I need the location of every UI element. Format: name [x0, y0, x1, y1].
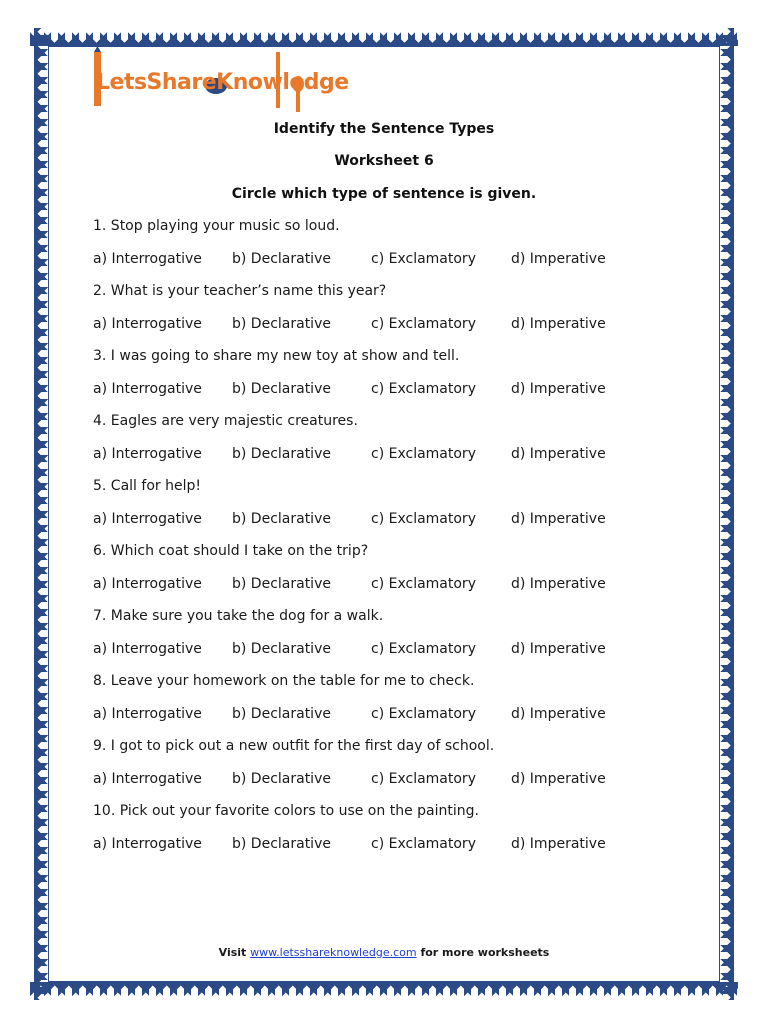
option-declarative[interactable]: b) Declarative: [232, 641, 331, 657]
option-interrogative[interactable]: a) Interrogative: [93, 576, 202, 592]
option-exclamatory[interactable]: c) Exclamatory: [371, 771, 476, 787]
question-item: [93, 673, 693, 738]
option-interrogative[interactable]: a) Interrogative: [93, 511, 202, 527]
answer-options: [93, 706, 693, 726]
option-interrogative[interactable]: a) Interrogative: [93, 641, 202, 657]
option-interrogative[interactable]: a) Interrogative: [93, 836, 202, 852]
option-interrogative[interactable]: a) Interrogative: [93, 316, 202, 332]
question-text: 8. Leave your homework on the table for me to check.: [93, 673, 475, 689]
question-item: [93, 218, 693, 283]
option-declarative[interactable]: b) Declarative: [232, 316, 331, 332]
option-declarative[interactable]: b) Declarative: [232, 446, 331, 462]
question-item: [93, 283, 693, 348]
page-border-top: [30, 28, 738, 46]
option-interrogative[interactable]: a) Interrogative: [93, 251, 202, 267]
answer-options: [93, 511, 693, 531]
answer-options: [93, 771, 693, 791]
footer-link[interactable]: www.letsshareknowledge.com: [250, 946, 417, 959]
question-list: [93, 218, 693, 868]
option-interrogative[interactable]: a) Interrogative: [93, 771, 202, 787]
option-exclamatory[interactable]: c) Exclamatory: [371, 446, 476, 462]
footer-prefix: Visit: [218, 946, 247, 959]
answer-options: [93, 316, 693, 336]
option-imperative[interactable]: d) Imperative: [511, 511, 606, 527]
option-imperative[interactable]: d) Imperative: [511, 576, 606, 592]
option-declarative[interactable]: b) Declarative: [232, 381, 331, 397]
option-declarative[interactable]: b) Declarative: [232, 251, 331, 267]
option-imperative[interactable]: d) Imperative: [511, 316, 606, 332]
option-declarative[interactable]: b) Declarative: [232, 771, 331, 787]
question-item: [93, 413, 693, 478]
question-text: 9. I got to pick out a new outfit for the first day of school.: [93, 738, 495, 754]
option-exclamatory[interactable]: c) Exclamatory: [371, 576, 476, 592]
option-imperative[interactable]: d) Imperative: [511, 836, 606, 852]
option-declarative[interactable]: b) Declarative: [232, 836, 331, 852]
question-text: 7. Make sure you take the dog for a walk.: [93, 608, 384, 624]
question-item: [93, 738, 693, 803]
option-exclamatory[interactable]: c) Exclamatory: [371, 706, 476, 722]
worksheet-instruction: Circle which type of sentence is given.: [231, 186, 537, 202]
option-imperative[interactable]: d) Imperative: [511, 251, 606, 267]
question-text: 1. Stop playing your music so loud.: [93, 218, 340, 234]
option-imperative[interactable]: d) Imperative: [511, 381, 606, 397]
page-border-bottom: [30, 982, 738, 1000]
option-exclamatory[interactable]: c) Exclamatory: [371, 316, 476, 332]
option-interrogative[interactable]: a) Interrogative: [93, 706, 202, 722]
question-text: 2. What is your teacher’s name this year?: [93, 283, 387, 299]
question-text: 6. Which coat should I take on the trip?: [93, 543, 369, 559]
question-item: [93, 348, 693, 413]
option-exclamatory[interactable]: c) Exclamatory: [371, 641, 476, 657]
question-item: [93, 608, 693, 673]
question-text: 10. Pick out your favorite colors to use on the painting.: [93, 803, 479, 819]
answer-options: [93, 251, 693, 271]
page-border-right: [720, 28, 738, 1000]
option-interrogative[interactable]: a) Interrogative: [93, 381, 202, 397]
answer-options: [93, 381, 693, 401]
option-imperative[interactable]: d) Imperative: [511, 641, 606, 657]
option-exclamatory[interactable]: c) Exclamatory: [371, 251, 476, 267]
option-imperative[interactable]: d) Imperative: [511, 706, 606, 722]
option-declarative[interactable]: b) Declarative: [232, 576, 331, 592]
option-declarative[interactable]: b) Declarative: [232, 511, 331, 527]
option-imperative[interactable]: d) Imperative: [511, 771, 606, 787]
page-border-left: [30, 28, 48, 1000]
question-text: 4. Eagles are very majestic creatures.: [93, 413, 358, 429]
option-exclamatory[interactable]: c) Exclamatory: [371, 511, 476, 527]
footer-suffix: for more worksheets: [420, 946, 550, 959]
question-text: 3. I was going to share my new toy at show and tell.: [93, 348, 460, 364]
option-declarative[interactable]: b) Declarative: [232, 706, 331, 722]
answer-options: [93, 446, 693, 466]
question-text: 5. Call for help!: [93, 478, 201, 494]
option-interrogative[interactable]: a) Interrogative: [93, 446, 202, 462]
worksheet-title: Identify the Sentence Types: [273, 121, 495, 137]
answer-options: [93, 576, 693, 596]
answer-options: [93, 641, 693, 661]
question-item: [93, 543, 693, 608]
question-item: [93, 478, 693, 543]
option-imperative[interactable]: d) Imperative: [511, 446, 606, 462]
worksheet-number: Worksheet 6: [334, 153, 434, 169]
footer: [0, 946, 768, 959]
site-logo: [88, 46, 358, 118]
option-exclamatory[interactable]: c) Exclamatory: [371, 381, 476, 397]
option-exclamatory[interactable]: c) Exclamatory: [371, 836, 476, 852]
logo-wordmark: LetsShareKnowledge: [96, 70, 349, 95]
answer-options: [93, 836, 693, 856]
question-item: [93, 803, 693, 868]
